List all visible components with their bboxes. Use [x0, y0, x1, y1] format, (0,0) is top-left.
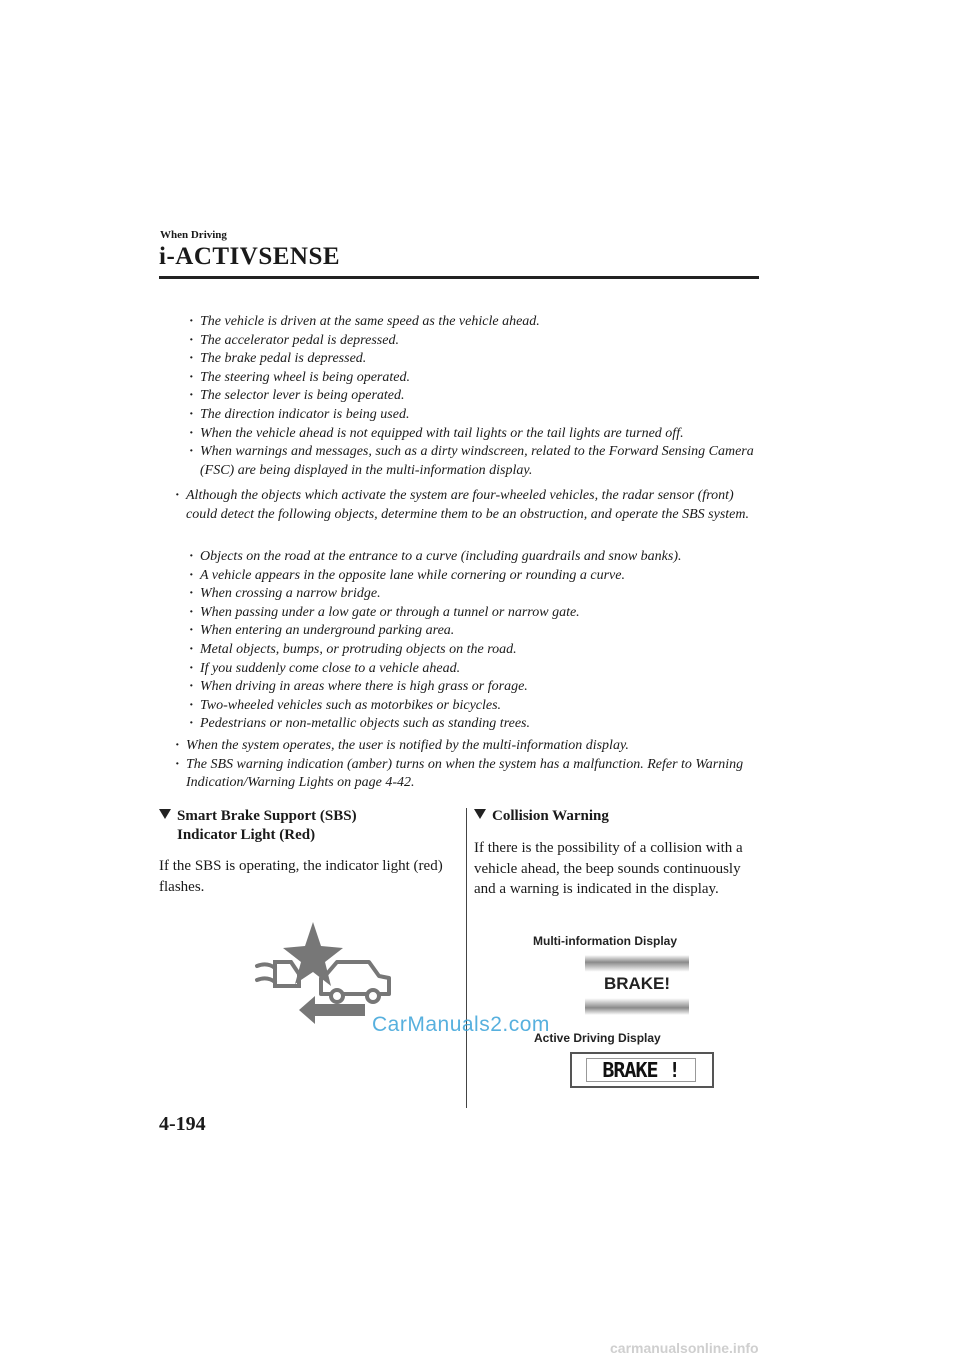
- footer-url: carmanualsonline.info: [610, 1340, 759, 1356]
- list-item: · When the vehicle ahead is not equipped with tail lights or the tail lights are turned off.: [186, 425, 766, 444]
- list-item: · When passing under a low gate or through a tunnel or narrow gate.: [186, 604, 766, 623]
- page-title: i-ACTIVSENSE: [159, 243, 341, 270]
- final-notes: [172, 737, 764, 793]
- mid-brake-warning: BRAKE!: [603, 974, 671, 993]
- collision-indicator-icon: [245, 918, 405, 1028]
- list-item: · The SBS warning indication (amber) turns on when the system has a malfunction. Refer to Warning Indication/Warning Lights on page 4-42.: [172, 756, 764, 793]
- list-item: · Metal objects, bumps, or protruding objects on the road.: [186, 641, 766, 660]
- sbs-heading: Smart Brake Support (SBS) Indicator Light (Red): [159, 807, 459, 845]
- list-item: · Pedestrians or non-metallic objects such as standing trees.: [186, 715, 766, 734]
- list-item: · When warnings and messages, such as a dirty windscreen, related to the Forward Sensing Camera (FSC) are being displayed in the multi-information display.: [186, 443, 766, 480]
- list-item: · If you suddenly come close to a vehicle ahead.: [186, 660, 766, 679]
- list-item: · When the system operates, the user is notified by the multi-information display.: [172, 737, 764, 756]
- sbs-body: If the SBS is operating, the indicator light (red) flashes.: [159, 858, 443, 895]
- objects-list: [186, 548, 766, 734]
- radar-note: [172, 487, 764, 524]
- list-item: · Objects on the road at the entrance to a curve (including guardrails and snow banks).: [186, 548, 766, 567]
- list-item: · Although the objects which activate the system are four-wheeled vehicles, the radar sensor (front) could detect the following objects, determine them to be an obstruction, and operate the SBS system.: [172, 487, 764, 524]
- watermark: CarManuals2.com: [372, 1013, 550, 1036]
- collision-heading: Collision Warning: [474, 807, 764, 826]
- list-item: · A vehicle appears in the opposite lane while cornering or rounding a curve.: [186, 567, 766, 586]
- list-item: · Two-wheeled vehicles such as motorbikes or bicycles.: [186, 697, 766, 716]
- active-driving-display-label: Active Driving Display: [534, 1031, 661, 1045]
- section-label: When Driving: [160, 229, 227, 241]
- header-divider: [159, 276, 759, 279]
- list-item: · The selector lever is being operated.: [186, 387, 766, 406]
- list-item: · The brake pedal is depressed.: [186, 350, 766, 369]
- list-item: · The direction indicator is being used.: [186, 406, 766, 425]
- list-item: · When crossing a narrow bridge.: [186, 585, 766, 604]
- list-item: · The accelerator pedal is depressed.: [186, 332, 766, 351]
- page-number: 4-194: [159, 1113, 206, 1135]
- multi-information-display-label: Multi-information Display: [533, 934, 677, 948]
- list-item: · The vehicle is driven at the same speed as the vehicle ahead.: [186, 313, 766, 332]
- triangle-marker-icon: [474, 809, 486, 819]
- collision-body: If there is the possibility of a collision with a vehicle ahead, the beep sounds continuously and a warning is indicated in the display.: [474, 840, 743, 897]
- column-divider: [466, 808, 467, 1108]
- triangle-marker-icon: [159, 809, 171, 819]
- list-item: · The steering wheel is being operated.: [186, 369, 766, 388]
- adb-brake-warning: BRAKE !: [586, 1058, 696, 1082]
- conditions-list: [186, 313, 766, 480]
- list-item: · When driving in areas where there is high grass or forage.: [186, 678, 766, 697]
- list-item: · When entering an underground parking area.: [186, 622, 766, 641]
